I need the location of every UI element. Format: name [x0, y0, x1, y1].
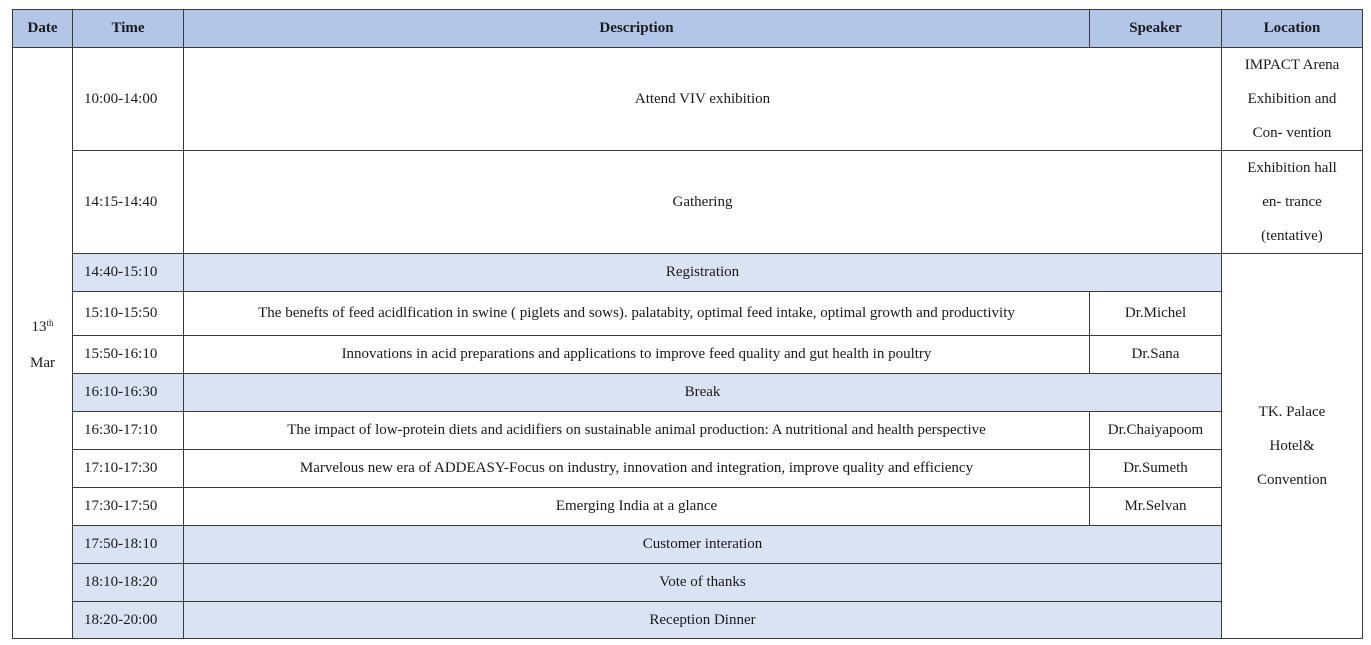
table-row	[13, 151, 1363, 254]
time-cell: 18:10-18:20	[73, 564, 184, 602]
header-row	[13, 10, 1363, 48]
table-row	[13, 336, 1363, 374]
description-cell: Innovations in acid preparations and applications to improve feed quality and gut health in poultry	[184, 336, 1090, 374]
time-cell: 15:10-15:50	[73, 292, 184, 336]
header-time: Time	[73, 10, 184, 48]
time-cell: 18:20-20:00	[73, 602, 184, 639]
description-cell: Registration	[184, 254, 1222, 292]
description-cell: Marvelous new era of ADDEASY-Focus on industry, innovation and integration, improve quality and efficiency	[184, 450, 1090, 488]
time-cell: 16:10-16:30	[73, 374, 184, 412]
location-line: Convention	[1257, 472, 1327, 488]
location-line: Exhibition and	[1247, 91, 1337, 107]
date-cell	[13, 48, 73, 639]
description-cell: The impact of low-protein diets and acidifiers on sustainable animal production: A nutritional and health perspective	[184, 412, 1090, 450]
description-cell: Attend VIV exhibition	[184, 48, 1222, 151]
table-row	[13, 488, 1363, 526]
location-line: TK. Palace	[1258, 404, 1326, 420]
time-cell: 14:40-15:10	[73, 254, 184, 292]
location-cell-palace	[1222, 254, 1363, 639]
date-suffix: th	[46, 318, 54, 328]
speaker-cell: Mr.Selvan	[1090, 488, 1222, 526]
table-row	[13, 564, 1363, 602]
description-cell: Break	[184, 374, 1222, 412]
location-cell-hall	[1222, 151, 1363, 254]
description-cell: Vote of thanks	[184, 564, 1222, 602]
table-row	[13, 450, 1363, 488]
table-row	[13, 48, 1363, 151]
header-description: Description	[184, 10, 1090, 48]
header-speaker: Speaker	[1090, 10, 1222, 48]
date-day: 13	[31, 319, 47, 335]
description-cell: Emerging India at a glance	[184, 488, 1090, 526]
speaker-cell: Dr.Sumeth	[1090, 450, 1222, 488]
time-cell: 17:30-17:50	[73, 488, 184, 526]
header-date: Date	[13, 10, 73, 48]
location-line: Con- vention	[1252, 125, 1332, 141]
table-row	[13, 526, 1363, 564]
date-month: Mar	[30, 355, 55, 371]
table-row	[13, 292, 1363, 336]
time-cell: 17:50-18:10	[73, 526, 184, 564]
time-cell: 10:00-14:00	[73, 48, 184, 151]
speaker-cell: Dr.Chaiyapoom	[1090, 412, 1222, 450]
location-line: IMPACT Arena	[1244, 57, 1340, 73]
description-cell: Reception Dinner	[184, 602, 1222, 639]
location-cell-impact	[1222, 48, 1363, 151]
description-cell: Customer interation	[184, 526, 1222, 564]
time-cell: 17:10-17:30	[73, 450, 184, 488]
table-row	[13, 254, 1363, 292]
location-line: Exhibition hall	[1247, 160, 1337, 176]
description-cell: Gathering	[184, 151, 1222, 254]
description-cell: The benefts of feed acidlfication in swine ( piglets and sows). palatabity, optimal feed intake, optimal growth and productivity	[184, 292, 1090, 336]
time-cell: 15:50-16:10	[73, 336, 184, 374]
location-line: Hotel&	[1269, 438, 1315, 454]
table-row	[13, 374, 1363, 412]
table-row	[13, 412, 1363, 450]
speaker-cell: Dr.Sana	[1090, 336, 1222, 374]
schedule-table	[12, 9, 1363, 639]
speaker-cell: Dr.Michel	[1090, 292, 1222, 336]
time-cell: 16:30-17:10	[73, 412, 184, 450]
time-cell: 14:15-14:40	[73, 151, 184, 254]
table-row	[13, 602, 1363, 639]
header-location: Location	[1222, 10, 1363, 48]
location-line: en- trance	[1262, 194, 1322, 210]
location-line: (tentative)	[1261, 228, 1323, 244]
